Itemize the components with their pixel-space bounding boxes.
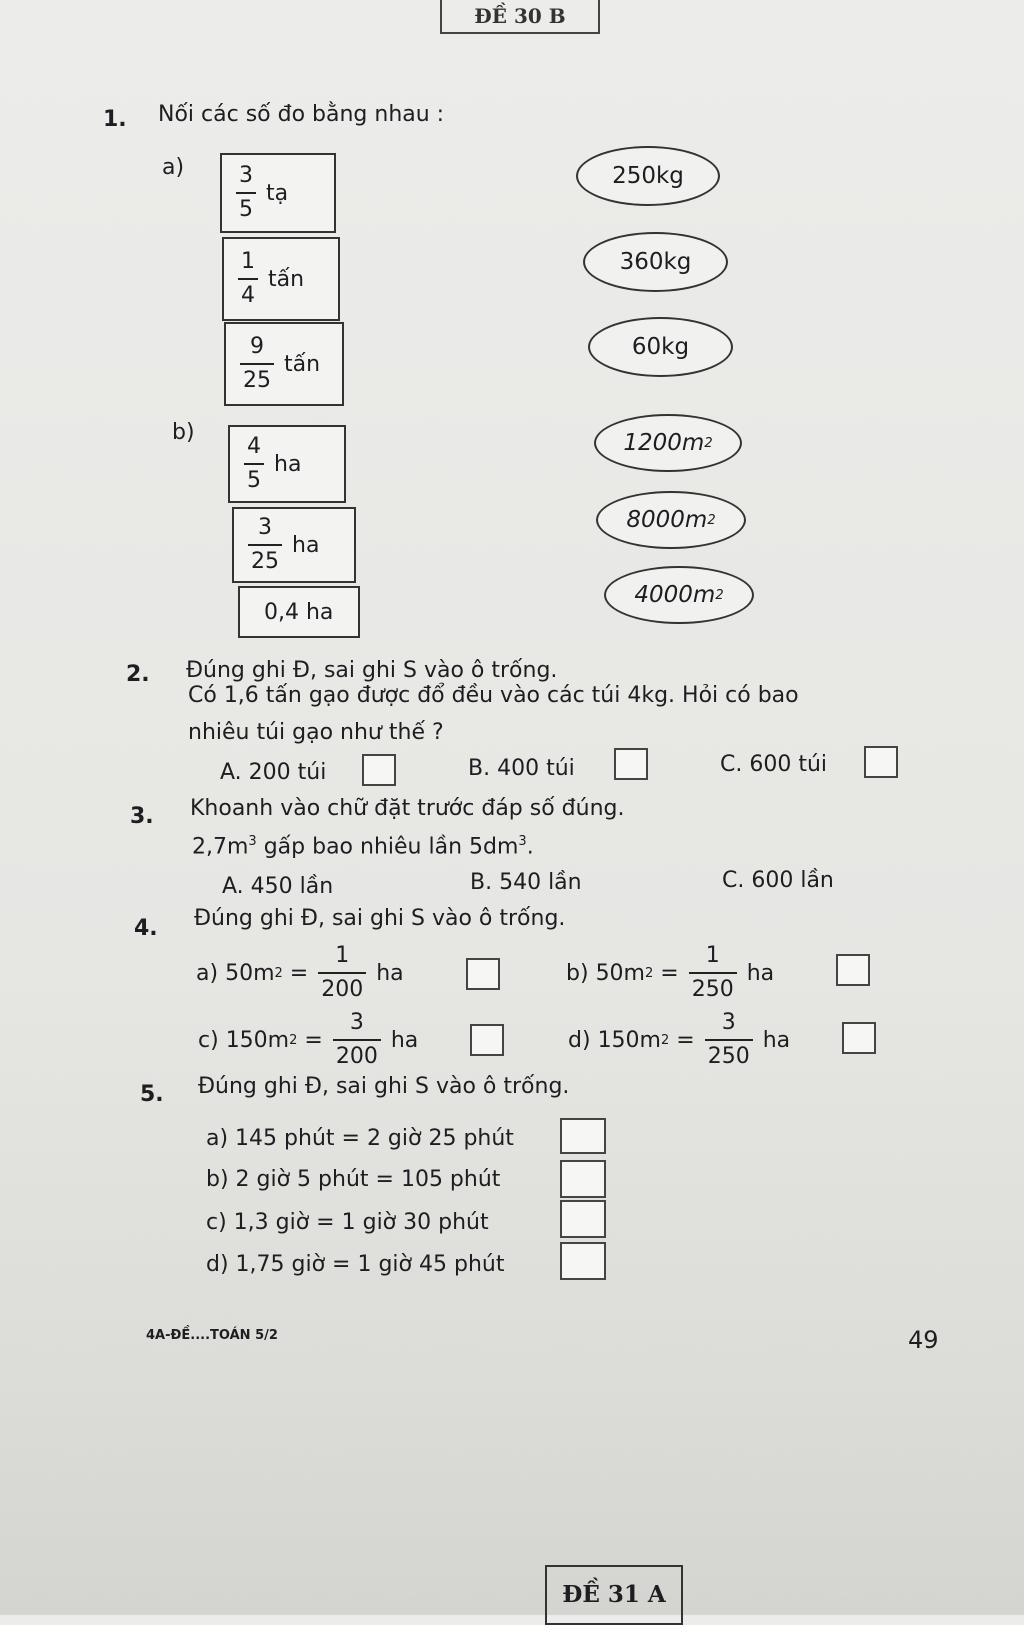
q2-option-c: C. 600 túi: [720, 752, 828, 777]
fraction: [689, 945, 737, 1001]
q4-item-d: d) 150m 2 = $\frac{3}{250}$ ha: [568, 1010, 791, 1069]
q5-item-d: d) 1,75 giờ = 1 giờ 45 phút: [206, 1252, 505, 1277]
q1a-box-2[interactable]: [222, 237, 340, 321]
q1-part-b-label: b): [172, 420, 195, 445]
next-test-header: [545, 1565, 683, 1625]
q2-number: 2.: [126, 662, 150, 687]
item-label: d): [568, 1027, 591, 1053]
test-code-text: ĐỀ 30 B: [474, 4, 566, 28]
numerator: 9: [250, 334, 264, 359]
q5-item-c: c) 1,3 giờ = 1 giờ 30 phút: [206, 1210, 489, 1235]
oval-value: 8000m: [626, 507, 708, 533]
q3-option-b[interactable]: B. 540 lần: [470, 870, 582, 895]
exponent: 2: [715, 587, 724, 603]
q5-item-b-checkbox[interactable]: [560, 1160, 606, 1198]
unit: ha: [762, 1027, 791, 1053]
q1a-oval-2[interactable]: 360kg: [583, 232, 728, 292]
fraction: [240, 336, 274, 392]
q4-item-b: b) 50m 2 = $\frac{1}{250}$ ha: [566, 943, 775, 1002]
exponent: 2: [704, 435, 713, 451]
q4-item-a-checkbox[interactable]: [466, 958, 500, 990]
q4-instruction: Đúng ghi Đ, sai ghi S vào ô trống.: [194, 906, 566, 931]
numerator: 3: [239, 163, 253, 188]
q3-number: 3.: [130, 804, 154, 829]
exponent: 3: [518, 834, 527, 849]
exponent: 2: [289, 1032, 298, 1048]
exponent: 3: [248, 834, 257, 849]
lhs: 150m: [597, 1027, 661, 1053]
exponent: 2: [645, 965, 654, 981]
numerator: 1: [705, 943, 720, 968]
q1b-box-3[interactable]: [238, 586, 360, 638]
fraction: [705, 1012, 753, 1068]
exponent: 2: [274, 965, 283, 981]
q3-expression: [192, 834, 534, 859]
q2-option-b-checkbox[interactable]: [614, 748, 648, 780]
q2-problem-line-1: Có 1,6 tấn gạo được đổ đều vào các túi 4kg. Hỏi có bao: [188, 683, 799, 708]
unit: tạ: [266, 180, 289, 206]
q1b-box-1[interactable]: [228, 425, 346, 503]
q3-option-a[interactable]: A. 450 lần: [222, 874, 334, 899]
fraction: [248, 517, 282, 573]
q2-option-c-checkbox[interactable]: [864, 746, 898, 778]
q4-item-a: a) 50m 2 = $\frac{1}{200}$ ha: [196, 943, 404, 1002]
denominator: 5: [236, 192, 256, 221]
unit: ha: [390, 1027, 419, 1053]
denominator: 4: [238, 278, 258, 307]
lhs: 150m: [225, 1027, 290, 1053]
item-label: c): [198, 1027, 219, 1053]
q2-option-a: A. 200 túi: [220, 760, 327, 785]
q4-item-b-checkbox[interactable]: [836, 954, 870, 986]
q4-item-d-checkbox[interactable]: [842, 1022, 876, 1054]
exponent: 2: [707, 512, 716, 528]
q3-option-c[interactable]: C. 600 lần: [722, 868, 834, 893]
denominator: 25: [240, 363, 274, 392]
q1a-oval-1[interactable]: 250kg: [576, 146, 720, 206]
exponent: 2: [660, 1032, 670, 1048]
numerator: 1: [241, 249, 255, 274]
item-label: b): [566, 960, 589, 986]
fraction: [244, 436, 264, 492]
q5-item-a: a) 145 phút = 2 giờ 25 phút: [206, 1126, 514, 1151]
item-label: a): [196, 960, 219, 986]
footer-book-code: 4A-ĐỀ....TOÁN 5/2: [146, 1328, 278, 1343]
unit: ha: [292, 532, 320, 558]
unit: ha: [274, 451, 302, 477]
next-test-code: ĐỀ 31 A: [562, 1581, 666, 1608]
q5-item-a-checkbox[interactable]: [560, 1118, 606, 1154]
numerator: 3: [349, 1010, 364, 1035]
q5-number: 5.: [140, 1082, 164, 1107]
test-code-header: [440, 0, 600, 34]
q4-item-c: c) 150m 2 = $\frac{3}{200}$ ha: [198, 1010, 419, 1069]
q5-item-b: b) 2 giờ 5 phút = 105 phút: [206, 1167, 501, 1192]
q5-instruction: Đúng ghi Đ, sai ghi S vào ô trống.: [198, 1074, 570, 1099]
fraction: [318, 945, 366, 1001]
q5-item-c-checkbox[interactable]: [560, 1200, 606, 1238]
unit: ha: [376, 960, 404, 986]
q5-item-d-checkbox[interactable]: [560, 1242, 606, 1280]
unit: ha: [746, 960, 775, 986]
q1-part-a-label: a): [162, 155, 185, 180]
denominator: 5: [244, 463, 264, 492]
numerator: 4: [247, 434, 261, 459]
fraction: [236, 165, 256, 221]
denominator: 250: [705, 1039, 753, 1068]
q1-number: 1.: [103, 107, 127, 132]
q2-problem-line-2: nhiêu túi gạo như thế ?: [188, 720, 444, 745]
page-number: 49: [908, 1326, 939, 1354]
numerator: 3: [721, 1010, 736, 1035]
q3-instruction: Khoanh vào chữ đặt trước đáp số đúng.: [190, 796, 625, 821]
denominator: 200: [333, 1039, 381, 1068]
q1a-box-1[interactable]: [220, 153, 336, 233]
expr-end: .: [526, 834, 534, 860]
q2-option-b: B. 400 túi: [468, 756, 575, 781]
q1-instruction: Nối các số đo bằng nhau :: [158, 102, 445, 127]
fraction: [238, 251, 258, 307]
q1b-oval-2[interactable]: [596, 491, 746, 549]
fraction: [333, 1012, 381, 1068]
numerator: 3: [258, 515, 272, 540]
unit: tấn: [268, 266, 305, 292]
expr-b: 5dm: [469, 834, 519, 860]
lhs: 50m: [225, 960, 275, 986]
expr-a: 2,7m: [192, 834, 249, 860]
unit: tấn: [284, 351, 321, 377]
q1b-oval-1[interactable]: [594, 414, 742, 472]
value-text: 0,4 ha: [264, 599, 334, 625]
oval-value: 4000m: [634, 582, 716, 608]
denominator: 250: [689, 972, 737, 1001]
numerator: 1: [335, 943, 350, 968]
oval-value: 1200m: [623, 430, 705, 456]
lhs: 50m: [595, 960, 645, 986]
denominator: 25: [248, 544, 282, 573]
expr-mid: gấp bao nhiêu lần: [256, 834, 470, 860]
q4-number: 4.: [134, 916, 158, 941]
q1b-box-2[interactable]: [232, 507, 356, 583]
q1a-oval-3[interactable]: 60kg: [588, 317, 733, 377]
q4-item-c-checkbox[interactable]: [470, 1024, 504, 1056]
q2-instruction: Đúng ghi Đ, sai ghi S vào ô trống.: [186, 658, 558, 683]
q1b-oval-3[interactable]: [604, 566, 754, 624]
q1a-box-3[interactable]: [224, 322, 344, 406]
denominator: 200: [318, 972, 366, 1001]
q2-option-a-checkbox[interactable]: [362, 754, 396, 786]
